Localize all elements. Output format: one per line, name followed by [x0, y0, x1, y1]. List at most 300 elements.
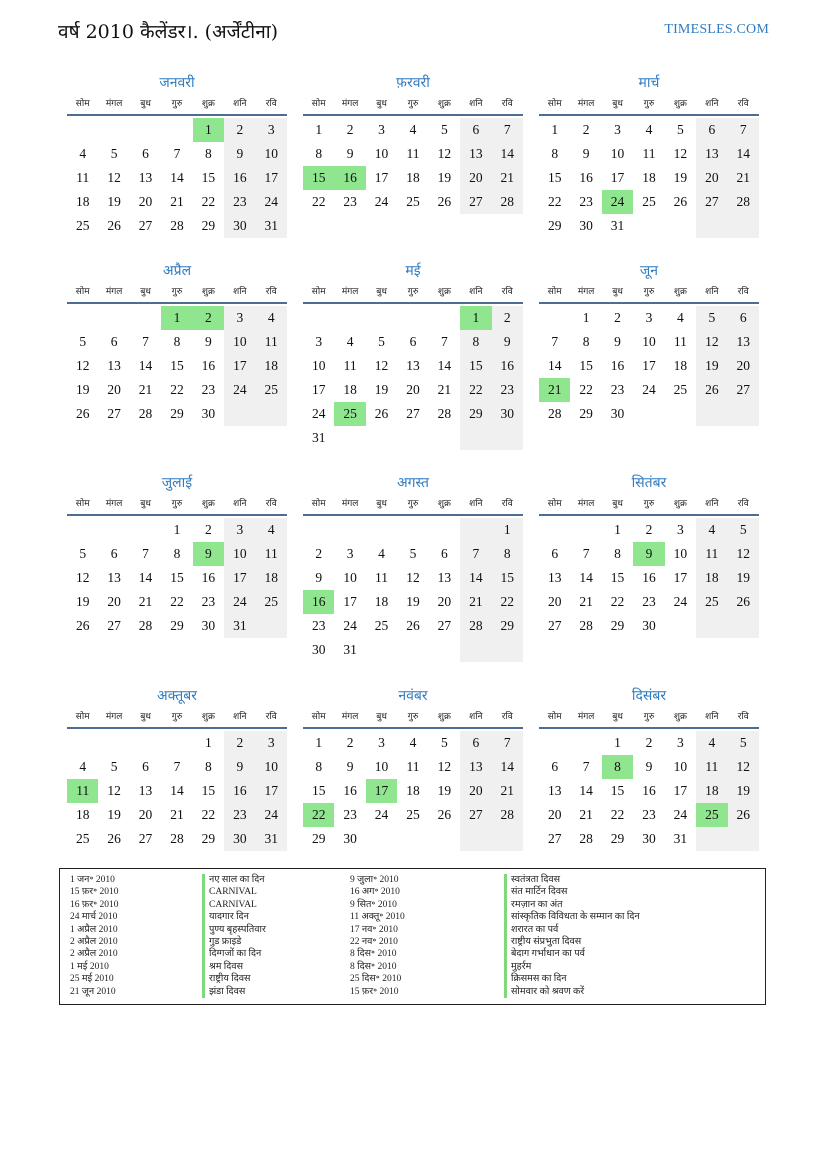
calendar-day[interactable]: 27: [107, 618, 121, 633]
calendar-day[interactable]: 26: [437, 807, 452, 822]
calendar-day[interactable]: 13: [138, 783, 153, 798]
calendar-day[interactable]: 3: [224, 518, 255, 542]
calendar-day[interactable]: 27: [437, 618, 452, 633]
calendar-day[interactable]: 18: [75, 807, 90, 822]
calendar-day[interactable]: 6: [696, 118, 727, 142]
calendar-day[interactable]: 5: [79, 334, 87, 349]
calendar-day[interactable]: 4: [79, 759, 87, 774]
calendar-day[interactable]: 23: [492, 378, 523, 402]
calendar-day[interactable]: 23: [224, 190, 255, 214]
calendar-day[interactable]: 31: [610, 218, 625, 233]
calendar-day[interactable]: 2: [614, 310, 621, 325]
calendar-day[interactable]: 17: [311, 382, 326, 397]
calendar-day[interactable]: 29: [610, 618, 625, 633]
calendar-day[interactable]: 21: [579, 807, 593, 822]
calendar-day[interactable]: 20: [107, 382, 121, 397]
calendar-day[interactable]: 18: [696, 779, 727, 803]
calendar-day[interactable]: 9: [346, 146, 354, 161]
calendar-day[interactable]: 3: [614, 122, 621, 137]
holiday-day[interactable]: 17: [366, 779, 397, 803]
holiday-day[interactable]: 2: [193, 306, 224, 330]
calendar-day[interactable]: 30: [224, 827, 255, 851]
calendar-day[interactable]: 14: [170, 783, 184, 798]
calendar-day[interactable]: 30: [492, 402, 523, 426]
calendar-day[interactable]: 11: [642, 146, 656, 161]
calendar-day[interactable]: 8: [315, 146, 323, 161]
calendar-day[interactable]: 2: [582, 122, 590, 137]
calendar-day[interactable]: 29: [170, 618, 184, 633]
holiday-day[interactable]: 11: [67, 779, 98, 803]
calendar-day[interactable]: 21: [460, 590, 491, 614]
calendar-day[interactable]: 3: [346, 546, 354, 561]
calendar-day[interactable]: 5: [677, 122, 684, 137]
calendar-day[interactable]: 7: [142, 334, 149, 349]
calendar-day[interactable]: 13: [406, 358, 420, 373]
calendar-day[interactable]: 22: [170, 594, 184, 609]
calendar-day[interactable]: 28: [170, 218, 184, 233]
calendar-day[interactable]: 5: [409, 546, 417, 561]
calendar-day[interactable]: 23: [610, 382, 625, 397]
calendar-day[interactable]: 23: [642, 594, 656, 609]
calendar-day[interactable]: 8: [205, 759, 212, 774]
calendar-day[interactable]: 4: [645, 122, 653, 137]
holiday-day[interactable]: 1: [161, 306, 192, 330]
calendar-day[interactable]: 6: [551, 759, 559, 774]
calendar-day[interactable]: 19: [406, 594, 420, 609]
calendar-day[interactable]: 12: [107, 170, 121, 185]
calendar-day[interactable]: 17: [256, 779, 287, 803]
calendar-day[interactable]: 18: [256, 566, 287, 590]
calendar-day[interactable]: 30: [642, 618, 656, 633]
calendar-day[interactable]: 5: [441, 735, 448, 750]
calendar-day[interactable]: 19: [374, 382, 389, 397]
calendar-day[interactable]: 10: [673, 546, 688, 561]
calendar-day[interactable]: 6: [142, 146, 149, 161]
calendar-day[interactable]: 18: [256, 354, 287, 378]
calendar-day[interactable]: 2: [492, 306, 523, 330]
calendar-day[interactable]: 6: [441, 546, 448, 561]
calendar-day[interactable]: 11: [673, 334, 687, 349]
calendar-day[interactable]: 7: [492, 731, 523, 755]
calendar-day[interactable]: 10: [224, 542, 255, 566]
calendar-day[interactable]: 19: [673, 170, 688, 185]
calendar-day[interactable]: 30: [610, 406, 625, 421]
calendar-day[interactable]: 16: [610, 358, 625, 373]
calendar-day[interactable]: 13: [460, 142, 491, 166]
calendar-day[interactable]: 10: [673, 759, 688, 774]
calendar-day[interactable]: 5: [378, 334, 385, 349]
calendar-day[interactable]: 31: [256, 214, 287, 238]
holiday-day[interactable]: 9: [193, 542, 224, 566]
brand-link[interactable]: TIMESLES.COM: [664, 22, 769, 37]
calendar-day[interactable]: 23: [224, 803, 255, 827]
calendar-day[interactable]: 14: [492, 142, 523, 166]
calendar-day[interactable]: 28: [728, 190, 759, 214]
calendar-day[interactable]: 15: [170, 358, 184, 373]
calendar-day[interactable]: 20: [728, 354, 759, 378]
calendar-day[interactable]: 21: [138, 594, 153, 609]
calendar-day[interactable]: 11: [696, 542, 727, 566]
calendar-day[interactable]: 25: [673, 382, 688, 397]
calendar-day[interactable]: 11: [256, 542, 287, 566]
calendar-day[interactable]: 8: [492, 542, 523, 566]
calendar-day[interactable]: 28: [460, 614, 491, 638]
calendar-day[interactable]: 14: [579, 783, 593, 798]
calendar-day[interactable]: 30: [224, 214, 255, 238]
calendar-day[interactable]: 11: [406, 146, 420, 161]
calendar-day[interactable]: 23: [201, 382, 216, 397]
calendar-day[interactable]: 26: [728, 590, 759, 614]
calendar-day[interactable]: 4: [409, 122, 417, 137]
calendar-day[interactable]: 12: [75, 570, 90, 585]
calendar-day[interactable]: 7: [728, 118, 759, 142]
calendar-day[interactable]: 19: [728, 566, 759, 590]
calendar-day[interactable]: 3: [378, 122, 385, 137]
calendar-day[interactable]: 8: [614, 546, 621, 561]
calendar-day[interactable]: 23: [579, 194, 593, 209]
calendar-day[interactable]: 29: [460, 402, 491, 426]
calendar-day[interactable]: 22: [201, 194, 216, 209]
calendar-day[interactable]: 15: [579, 358, 593, 373]
calendar-day[interactable]: 14: [138, 570, 153, 585]
calendar-day[interactable]: 25: [256, 378, 287, 402]
calendar-day[interactable]: 26: [75, 406, 90, 421]
calendar-day[interactable]: 26: [374, 406, 389, 421]
calendar-day[interactable]: 29: [201, 218, 216, 233]
calendar-day[interactable]: 28: [547, 406, 562, 421]
calendar-day[interactable]: 9: [492, 330, 523, 354]
calendar-day[interactable]: 27: [547, 831, 562, 846]
holiday-day[interactable]: 16: [303, 590, 334, 614]
calendar-day[interactable]: 2: [315, 546, 323, 561]
calendar-day[interactable]: 28: [492, 803, 523, 827]
calendar-day[interactable]: 10: [374, 146, 389, 161]
calendar-day[interactable]: 26: [728, 803, 759, 827]
calendar-day[interactable]: 14: [728, 142, 759, 166]
calendar-day[interactable]: 27: [728, 378, 759, 402]
calendar-day[interactable]: 4: [677, 310, 684, 325]
calendar-day[interactable]: 5: [110, 759, 118, 774]
holiday-day[interactable]: 1: [193, 118, 224, 142]
calendar-day[interactable]: 22: [201, 807, 216, 822]
calendar-day[interactable]: 22: [610, 594, 625, 609]
calendar-day[interactable]: 17: [374, 170, 389, 185]
calendar-day[interactable]: 28: [579, 618, 593, 633]
calendar-day[interactable]: 22: [460, 378, 491, 402]
calendar-day[interactable]: 1: [205, 735, 212, 750]
calendar-day[interactable]: 29: [492, 614, 523, 638]
calendar-day[interactable]: 26: [75, 618, 90, 633]
calendar-day[interactable]: 8: [551, 146, 559, 161]
calendar-day[interactable]: 28: [170, 831, 184, 846]
calendar-day[interactable]: 5: [696, 306, 727, 330]
calendar-day[interactable]: 15: [311, 783, 326, 798]
calendar-day[interactable]: 24: [374, 194, 389, 209]
calendar-day[interactable]: 20: [107, 594, 121, 609]
holiday-day[interactable]: 25: [334, 402, 365, 426]
calendar-day[interactable]: 13: [107, 358, 121, 373]
calendar-day[interactable]: 5: [728, 731, 759, 755]
calendar-day[interactable]: 16: [201, 358, 216, 373]
calendar-day[interactable]: 17: [673, 783, 688, 798]
calendar-day[interactable]: 12: [673, 146, 688, 161]
holiday-day[interactable]: 24: [602, 190, 633, 214]
calendar-day[interactable]: 19: [696, 354, 727, 378]
calendar-day[interactable]: 21: [492, 779, 523, 803]
calendar-day[interactable]: 6: [551, 546, 559, 561]
calendar-day[interactable]: 15: [610, 783, 625, 798]
calendar-day[interactable]: 3: [645, 310, 653, 325]
calendar-day[interactable]: 18: [75, 194, 90, 209]
calendar-day[interactable]: 22: [311, 194, 326, 209]
calendar-day[interactable]: 29: [547, 218, 562, 233]
calendar-day[interactable]: 17: [673, 570, 688, 585]
calendar-day[interactable]: 8: [173, 546, 181, 561]
calendar-day[interactable]: 1: [614, 735, 621, 750]
calendar-day[interactable]: 30: [579, 218, 593, 233]
calendar-day[interactable]: 3: [315, 334, 323, 349]
holiday-day[interactable]: 9: [633, 542, 664, 566]
calendar-day[interactable]: 20: [138, 807, 153, 822]
calendar-day[interactable]: 14: [579, 570, 593, 585]
calendar-day[interactable]: 28: [437, 406, 452, 421]
calendar-day[interactable]: 3: [224, 306, 255, 330]
calendar-day[interactable]: 27: [107, 406, 121, 421]
calendar-day[interactable]: 18: [343, 382, 357, 397]
calendar-day[interactable]: 4: [696, 731, 727, 755]
calendar-day[interactable]: 1: [315, 122, 323, 137]
calendar-day[interactable]: 7: [551, 334, 559, 349]
calendar-day[interactable]: 8: [173, 334, 181, 349]
calendar-day[interactable]: 23: [311, 618, 326, 633]
calendar-day[interactable]: 24: [374, 807, 389, 822]
calendar-day[interactable]: 7: [173, 759, 181, 774]
calendar-day[interactable]: 19: [107, 807, 121, 822]
calendar-day[interactable]: 9: [315, 570, 323, 585]
calendar-day[interactable]: 13: [696, 142, 727, 166]
calendar-day[interactable]: 12: [696, 330, 727, 354]
calendar-day[interactable]: 20: [406, 382, 420, 397]
calendar-day[interactable]: 26: [107, 218, 121, 233]
calendar-day[interactable]: 31: [343, 642, 357, 657]
calendar-day[interactable]: 11: [256, 330, 287, 354]
calendar-day[interactable]: 6: [460, 118, 491, 142]
calendar-day[interactable]: 14: [138, 358, 153, 373]
calendar-day[interactable]: 9: [224, 142, 255, 166]
calendar-day[interactable]: 11: [343, 358, 357, 373]
calendar-day[interactable]: 14: [460, 566, 491, 590]
calendar-day[interactable]: 3: [256, 118, 287, 142]
calendar-day[interactable]: 15: [460, 354, 491, 378]
calendar-day[interactable]: 24: [642, 382, 656, 397]
calendar-day[interactable]: 8: [460, 330, 491, 354]
calendar-day[interactable]: 24: [256, 190, 287, 214]
calendar-day[interactable]: 17: [224, 566, 255, 590]
calendar-day[interactable]: 24: [343, 618, 357, 633]
calendar-day[interactable]: 24: [224, 378, 255, 402]
calendar-day[interactable]: 23: [642, 807, 656, 822]
holiday-day[interactable]: 1: [460, 306, 491, 330]
calendar-day[interactable]: 27: [460, 803, 491, 827]
holiday-day[interactable]: 22: [303, 803, 334, 827]
calendar-day[interactable]: 22: [579, 382, 593, 397]
calendar-day[interactable]: 31: [311, 430, 326, 445]
calendar-day[interactable]: 2: [645, 522, 653, 537]
holiday-day[interactable]: 8: [602, 755, 633, 779]
calendar-day[interactable]: 9: [582, 146, 590, 161]
calendar-day[interactable]: 11: [406, 759, 420, 774]
calendar-day[interactable]: 21: [492, 166, 523, 190]
calendar-day[interactable]: 25: [75, 831, 90, 846]
calendar-day[interactable]: 26: [696, 378, 727, 402]
calendar-day[interactable]: 31: [673, 831, 688, 846]
calendar-day[interactable]: 21: [170, 194, 184, 209]
calendar-day[interactable]: 22: [610, 807, 625, 822]
calendar-day[interactable]: 18: [406, 170, 420, 185]
calendar-day[interactable]: 4: [346, 334, 354, 349]
calendar-day[interactable]: 22: [492, 590, 523, 614]
calendar-day[interactable]: 19: [437, 783, 452, 798]
calendar-day[interactable]: 25: [406, 194, 420, 209]
calendar-day[interactable]: 7: [492, 118, 523, 142]
calendar-day[interactable]: 20: [547, 594, 562, 609]
calendar-day[interactable]: 7: [142, 546, 149, 561]
calendar-day[interactable]: 20: [460, 779, 491, 803]
calendar-day[interactable]: 6: [409, 334, 417, 349]
calendar-day[interactable]: 16: [642, 783, 656, 798]
calendar-day[interactable]: 7: [441, 334, 448, 349]
calendar-day[interactable]: 9: [205, 334, 212, 349]
holiday-day[interactable]: 15: [303, 166, 334, 190]
calendar-day[interactable]: 27: [460, 190, 491, 214]
calendar-day[interactable]: 3: [256, 731, 287, 755]
calendar-day[interactable]: 17: [343, 594, 357, 609]
calendar-day[interactable]: 27: [547, 618, 562, 633]
calendar-day[interactable]: 14: [547, 358, 562, 373]
calendar-day[interactable]: 28: [138, 406, 153, 421]
calendar-day[interactable]: 15: [201, 170, 216, 185]
calendar-day[interactable]: 15: [201, 783, 216, 798]
calendar-day[interactable]: 12: [728, 755, 759, 779]
calendar-day[interactable]: 25: [696, 590, 727, 614]
calendar-day[interactable]: 21: [138, 382, 153, 397]
calendar-day[interactable]: 5: [728, 518, 759, 542]
calendar-day[interactable]: 31: [224, 614, 255, 638]
calendar-day[interactable]: 12: [374, 358, 389, 373]
calendar-day[interactable]: 2: [224, 731, 255, 755]
calendar-day[interactable]: 23: [343, 807, 357, 822]
calendar-day[interactable]: 24: [673, 594, 688, 609]
calendar-day[interactable]: 13: [547, 783, 562, 798]
calendar-day[interactable]: 30: [201, 406, 216, 421]
calendar-day[interactable]: 19: [75, 594, 90, 609]
calendar-day[interactable]: 16: [201, 570, 216, 585]
calendar-day[interactable]: 29: [201, 831, 216, 846]
calendar-day[interactable]: 4: [256, 306, 287, 330]
holiday-day[interactable]: 21: [539, 378, 570, 402]
calendar-day[interactable]: 13: [138, 170, 153, 185]
calendar-day[interactable]: 21: [579, 594, 593, 609]
calendar-day[interactable]: 10: [311, 358, 326, 373]
calendar-day[interactable]: 25: [75, 218, 90, 233]
calendar-day[interactable]: 9: [224, 755, 255, 779]
calendar-day[interactable]: 11: [696, 755, 727, 779]
calendar-day[interactable]: 7: [460, 542, 491, 566]
calendar-day[interactable]: 28: [492, 190, 523, 214]
calendar-day[interactable]: 12: [728, 542, 759, 566]
calendar-day[interactable]: 8: [315, 759, 323, 774]
calendar-day[interactable]: 30: [201, 618, 216, 633]
calendar-day[interactable]: 12: [437, 759, 452, 774]
calendar-day[interactable]: 10: [256, 142, 287, 166]
calendar-day[interactable]: 25: [374, 618, 389, 633]
calendar-day[interactable]: 16: [224, 779, 255, 803]
calendar-day[interactable]: 27: [406, 406, 420, 421]
calendar-day[interactable]: 3: [677, 735, 684, 750]
calendar-day[interactable]: 6: [110, 546, 118, 561]
calendar-day[interactable]: 28: [579, 831, 593, 846]
calendar-day[interactable]: 6: [728, 306, 759, 330]
calendar-day[interactable]: 7: [173, 146, 181, 161]
calendar-day[interactable]: 15: [610, 570, 625, 585]
calendar-day[interactable]: 13: [460, 755, 491, 779]
calendar-day[interactable]: 25: [642, 194, 656, 209]
calendar-day[interactable]: 21: [728, 166, 759, 190]
calendar-day[interactable]: 27: [138, 831, 153, 846]
calendar-day[interactable]: 24: [224, 590, 255, 614]
calendar-day[interactable]: 4: [696, 518, 727, 542]
calendar-day[interactable]: 4: [79, 146, 87, 161]
calendar-day[interactable]: 13: [728, 330, 759, 354]
calendar-day[interactable]: 27: [696, 190, 727, 214]
calendar-day[interactable]: 20: [696, 166, 727, 190]
calendar-day[interactable]: 1: [551, 122, 559, 137]
calendar-day[interactable]: 25: [406, 807, 420, 822]
calendar-day[interactable]: 6: [110, 334, 118, 349]
calendar-day[interactable]: 14: [437, 358, 452, 373]
calendar-day[interactable]: 16: [343, 783, 357, 798]
calendar-day[interactable]: 7: [582, 759, 590, 774]
calendar-day[interactable]: 18: [374, 594, 389, 609]
calendar-day[interactable]: 10: [224, 330, 255, 354]
calendar-day[interactable]: 8: [582, 334, 590, 349]
calendar-day[interactable]: 10: [642, 334, 656, 349]
calendar-day[interactable]: 12: [406, 570, 420, 585]
calendar-day[interactable]: 16: [642, 570, 656, 585]
calendar-day[interactable]: 12: [437, 146, 452, 161]
calendar-day[interactable]: 11: [375, 570, 389, 585]
calendar-day[interactable]: 2: [205, 522, 212, 537]
calendar-day[interactable]: 26: [437, 194, 452, 209]
calendar-day[interactable]: 30: [642, 831, 656, 846]
calendar-day[interactable]: 8: [205, 146, 212, 161]
calendar-day[interactable]: 25: [256, 590, 287, 614]
calendar-day[interactable]: 11: [76, 170, 90, 185]
calendar-day[interactable]: 6: [460, 731, 491, 755]
calendar-day[interactable]: 10: [610, 146, 625, 161]
calendar-day[interactable]: 22: [547, 194, 562, 209]
calendar-day[interactable]: 21: [170, 807, 184, 822]
calendar-day[interactable]: 13: [547, 570, 562, 585]
calendar-day[interactable]: 29: [311, 831, 326, 846]
calendar-day[interactable]: 1: [173, 522, 181, 537]
calendar-day[interactable]: 9: [346, 759, 354, 774]
calendar-day[interactable]: 2: [224, 118, 255, 142]
calendar-day[interactable]: 9: [645, 759, 653, 774]
calendar-day[interactable]: 18: [696, 566, 727, 590]
calendar-day[interactable]: 10: [343, 570, 357, 585]
calendar-day[interactable]: 12: [75, 358, 90, 373]
